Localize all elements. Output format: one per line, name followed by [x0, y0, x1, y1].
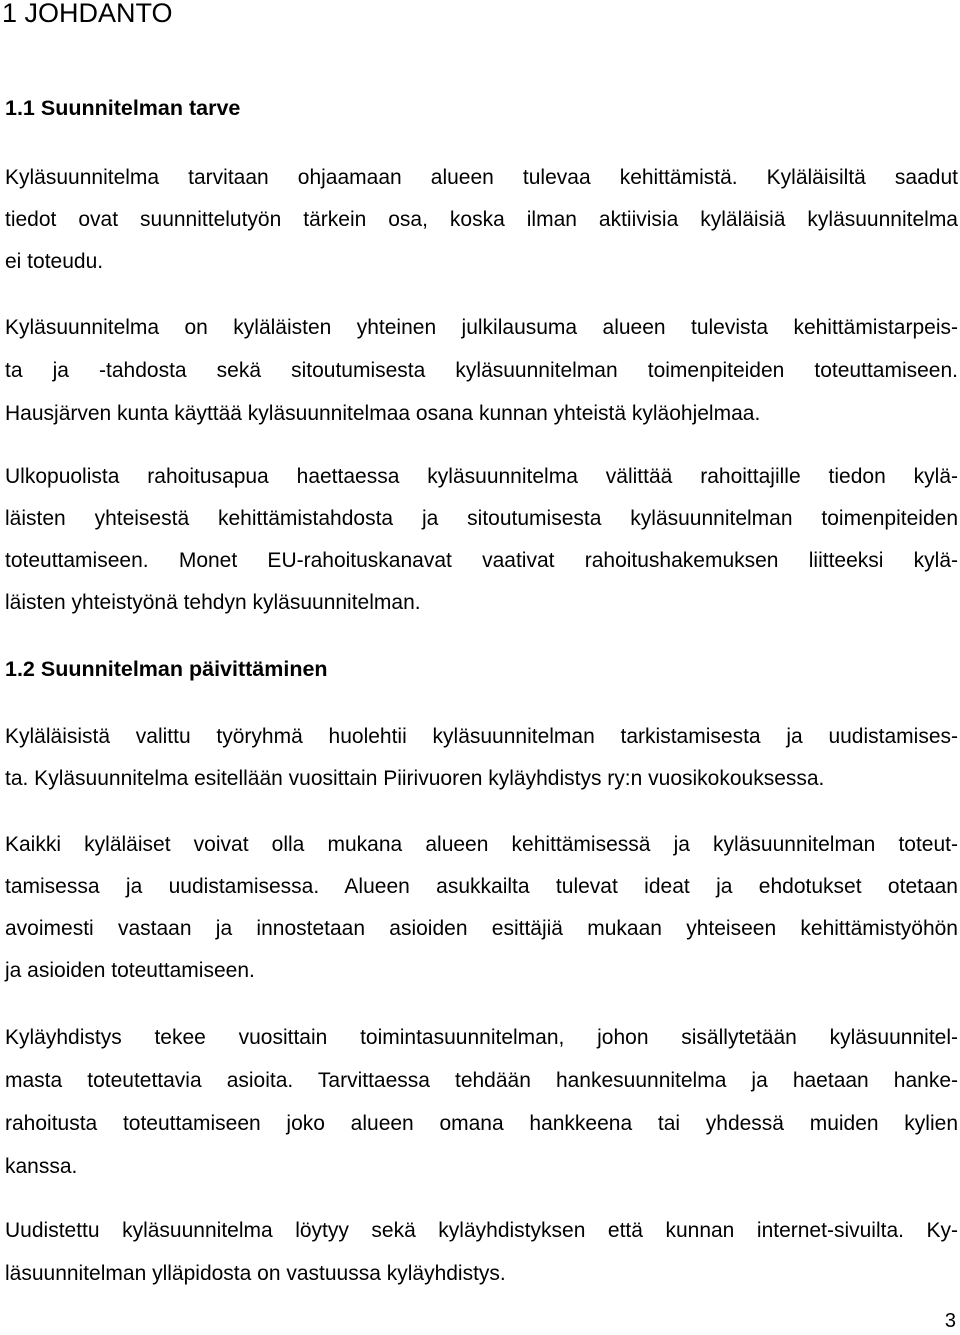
text-line: tiedot ovat suunnittelutyön tärkein osa, koska ilman aktiivisia kyläläisiä kyläsuunnitelma	[5, 208, 958, 231]
text-line: läisten yhteistyönä tehdyn kyläsuunnitelman.	[5, 591, 421, 614]
text-line: Uudistettu kyläsuunnitelma löytyy sekä kyläyhdistyksen että kunnan internet-sivuilta. Ky-	[5, 1219, 958, 1242]
text-line: ta. Kyläsuunnitelma esitellään vuosittain Piirivuoren kyläyhdistys ry:n vuosikokouksessa.	[5, 767, 825, 790]
paragraph	[5, 456, 958, 624]
page-number: 3	[944, 1310, 956, 1332]
chapter-heading: 1 JOHDANTO	[2, 0, 173, 28]
paragraph	[5, 716, 958, 800]
text-line: rahoitusta toteuttamiseen joko alueen omana hankkeena tai yhdessä muiden kylien	[5, 1112, 958, 1135]
paragraph	[5, 157, 958, 283]
text-line: avoimesti vastaan ja innostetaan asioiden esittäjiä mukaan yhteiseen kehittämistyöhön	[5, 917, 958, 940]
text-line: tamisessa ja uudistamisessa. Alueen asukkailta tulevat ideat ja ehdotukset otetaan	[5, 875, 958, 898]
text-line: Kyläsuunnitelma on kyläläisten yhteinen julkilausuma alueen tulevista kehittämistarpeis-	[5, 316, 958, 339]
text-line: ja asioiden toteuttamiseen.	[5, 959, 255, 982]
text-line: kanssa.	[5, 1155, 78, 1178]
text-line: Kyläläisistä valittu työryhmä huolehtii kyläsuunnitelman tarkistamisesta ja uudistamises-	[5, 725, 958, 748]
text-line: Kyläsuunnitelma tarvitaan ohjaamaan alueen tulevaa kehittämistä. Kyläläisiltä saadut	[5, 166, 958, 189]
text-line: masta toteutettavia asioita. Tarvittaessa tehdään hankesuunnitelma ja haetaan hanke-	[5, 1069, 958, 1092]
text-line: Ulkopuolista rahoitusapua haettaessa kyläsuunnitelma välittää rahoittajille tiedon kylä-	[5, 465, 958, 488]
paragraph	[5, 824, 958, 992]
text-line: ta ja -tahdosta sekä sitoutumisesta kyläsuunnitelman toimenpiteiden toteuttamiseen.	[5, 359, 958, 382]
paragraph	[5, 1209, 958, 1295]
section-heading-1-2: 1.2 Suunnitelman päivittäminen	[5, 657, 328, 681]
text-line: ei toteudu.	[5, 250, 104, 273]
text-line: läisten yhteisestä kehittämistahdosta ja sitoutumisesta kyläsuunnitelman toimenpiteiden	[5, 507, 958, 530]
paragraph	[5, 1016, 958, 1188]
text-line: toteuttamiseen. Monet EU-rahoituskanavat vaativat rahoitushakemuksen liitteeksi kylä-	[5, 549, 958, 572]
section-heading-1-1: 1.1 Suunnitelman tarve	[5, 96, 241, 120]
text-line: läsuunnitelman ylläpidosta on vastuussa kyläyhdistys.	[5, 1262, 506, 1285]
text-line: Hausjärven kunta käyttää kyläsuunnitelmaa osana kunnan yhteistä kyläohjelmaa.	[5, 402, 761, 425]
paragraph	[5, 306, 958, 435]
text-line: Kyläyhdistys tekee vuosittain toimintasuunnitelman, johon sisällytetään kyläsuunnitel-	[5, 1026, 958, 1049]
text-line: Kaikki kyläläiset voivat olla mukana alueen kehittämisessä ja kyläsuunnitelman toteut-	[5, 833, 958, 856]
